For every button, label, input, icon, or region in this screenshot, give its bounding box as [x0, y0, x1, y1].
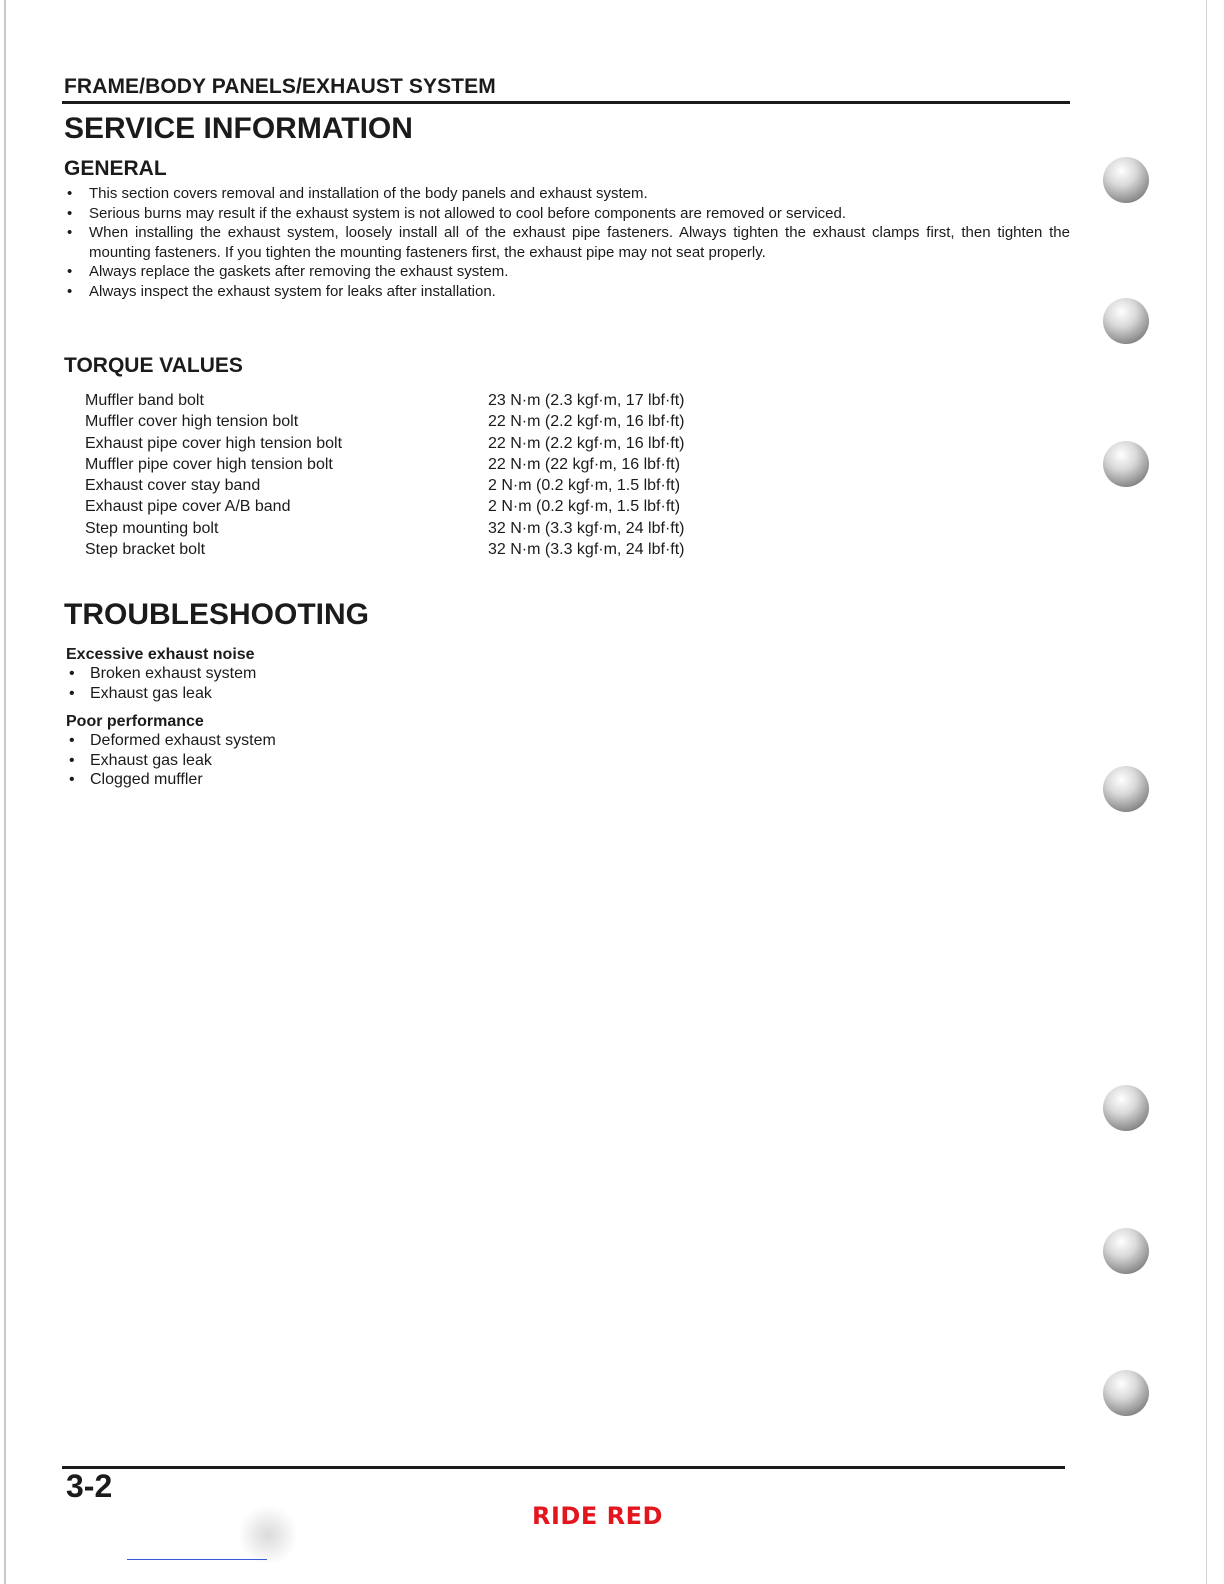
general-item: • Serious burns may result if the exhaust system is not allowed to cool before components are removed or serviced. [64, 204, 1070, 224]
torque-row [85, 475, 785, 496]
scan-artifact-line [127, 1559, 267, 1560]
torque-values-table [85, 390, 785, 560]
binder-hole-icon [1103, 766, 1149, 812]
header-rule [62, 101, 1070, 104]
torque-part: Exhaust pipe cover high tension bolt [85, 434, 343, 452]
binder-hole-icon [1103, 157, 1149, 203]
binder-hole-icon [1103, 298, 1149, 344]
section-header-title: FRAME/BODY PANELS/EXHAUST SYSTEM [64, 75, 496, 98]
torque-row [85, 539, 785, 560]
torque-part: Exhaust pipe cover A/B band [85, 498, 291, 516]
troubleshooting-cause: • Deformed exhaust system [66, 731, 276, 751]
binder-hole-icon [1103, 441, 1149, 487]
general-item: • When installing the exhaust system, loosely install all of the exhaust pipe fasteners. Always tighten the exhaust clamps first, then tighten the mounting fasteners. If you tighten the mounting fasteners first, the exhaust pipe may not seat properly. [64, 223, 1070, 262]
torque-value: 22 N·m (22 kgf·m, 16 lbf·ft) [488, 455, 681, 473]
brand-logo: RIDE RED [532, 1502, 663, 1530]
troubleshooting-cause: • Broken exhaust system [66, 664, 256, 684]
troubleshooting-title: TROUBLESHOOTING [64, 598, 369, 631]
page-left-edge [4, 0, 6, 1584]
torque-row [85, 454, 785, 475]
torque-part: Exhaust cover stay band [85, 477, 261, 495]
troubleshooting-group-heading: Excessive exhaust noise [66, 646, 255, 663]
torque-value: 32 N·m (3.3 kgf·m, 24 lbf·ft) [488, 519, 685, 537]
binder-hole-icon [1103, 1370, 1149, 1416]
torque-part: Muffler cover high tension bolt [85, 413, 299, 431]
troubleshooting-cause: • Exhaust gas leak [66, 684, 256, 704]
troubleshooting-group-poor-performance [66, 712, 276, 790]
troubleshooting-cause-list [66, 731, 276, 790]
torque-value: 2 N·m (0.2 kgf·m, 1.5 lbf·ft) [488, 498, 681, 516]
torque-row [85, 390, 785, 411]
torque-part: Muffler pipe cover high tension bolt [85, 455, 333, 473]
torque-row [85, 496, 785, 517]
page-right-edge [1206, 0, 1207, 1584]
torque-part: Muffler band bolt [85, 392, 204, 409]
torque-row [85, 411, 785, 432]
torque-values-heading: TORQUE VALUES [64, 354, 243, 377]
torque-value: 2 N·m (0.2 kgf·m, 1.5 lbf·ft) [488, 477, 681, 495]
troubleshooting-cause: • Exhaust gas leak [66, 751, 276, 771]
general-item: • This section covers removal and installation of the body panels and exhaust system. [64, 184, 1070, 204]
footer-rule [62, 1466, 1065, 1469]
torque-value: 22 N·m (2.2 kgf·m, 16 lbf·ft) [488, 434, 685, 452]
torque-part: Step bracket bolt [85, 541, 206, 559]
torque-value: 32 N·m (3.3 kgf·m, 24 lbf·ft) [488, 541, 685, 559]
general-item: • Always inspect the exhaust system for leaks after installation. [64, 282, 1070, 302]
general-heading: GENERAL [64, 157, 167, 180]
torque-value: 22 N·m (2.2 kgf·m, 16 lbf·ft) [488, 413, 685, 431]
page-number: 3-2 [66, 1468, 113, 1504]
torque-row [85, 433, 785, 454]
troubleshooting-group-heading: Poor performance [66, 713, 204, 730]
general-item: • Always replace the gaskets after removing the exhaust system. [64, 262, 1070, 282]
torque-row [85, 518, 785, 539]
scan-smudge [238, 1505, 298, 1565]
binder-hole-icon [1103, 1228, 1149, 1274]
general-list [64, 184, 1070, 301]
torque-part: Step mounting bolt [85, 519, 219, 537]
troubleshooting-cause-list [66, 664, 256, 703]
torque-value: 23 N·m (2.3 kgf·m, 17 lbf·ft) [488, 392, 685, 409]
troubleshooting-group-exhaust-noise [66, 645, 256, 703]
binder-hole-icon [1103, 1085, 1149, 1131]
service-information-title: SERVICE INFORMATION [64, 112, 413, 145]
troubleshooting-cause: • Clogged muffler [66, 770, 276, 790]
